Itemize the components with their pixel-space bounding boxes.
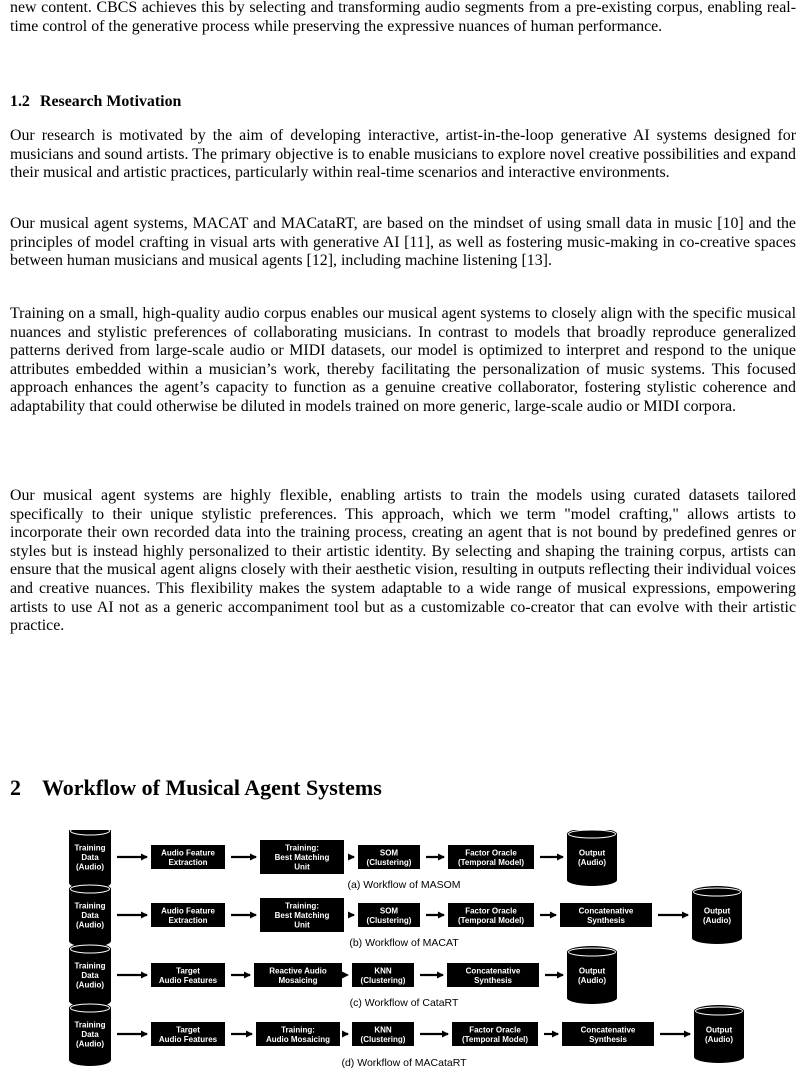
node-label: Concatenative	[580, 1025, 636, 1035]
node-label: Target	[176, 966, 200, 976]
node-label: KNN	[374, 966, 392, 976]
paragraph: Our musical agent systems are highly flexible, enabling artists to train the models using curated datasets tailored specifically to their unique stylistic preferences. This approach, which we term "model crafting," allows artists to incorporate their own recorded data into the training process, creating an agent that is not bound by predefined genres or styles but is instead highly personalized to their artistic identity. By selecting and shaping the training corpus, artists can ensure that the musical agent aligns closely with their aesthetic vision, resulting in outputs reflecting their individual voices and creative nuances. This flexibility makes the system adaptable to a wide range of musical expressions, empowering artists to use AI not as a generic accompaniment tool but as a customizable co-creator that can evolve with their artistic practice.	[10, 487, 796, 635]
node-label: Data	[81, 971, 99, 981]
node-label: Concatenative	[578, 906, 634, 916]
node-label: (Audio)	[578, 857, 606, 867]
workflow-row	[69, 1002, 744, 1069]
node-label: Data	[81, 911, 99, 921]
node-label: SOM	[379, 906, 399, 916]
node-label: Output	[578, 966, 606, 976]
node-label: Best Matching	[274, 853, 330, 863]
row-caption: (b) Workflow of MACAT	[349, 937, 459, 949]
intro-continuation: new content. CBCS achieves this by selecting and transforming audio segments from a pre-existing corpus, enabling real-time control of the generative process while preserving the expressive nuances of human performance.	[10, 0, 796, 35]
section-heading	[10, 775, 382, 801]
node-label: Factor Oracle	[465, 906, 517, 916]
subsection-number: 1.2	[10, 93, 30, 110]
subsection-title: Research Motivation	[40, 93, 182, 110]
node-label: KNN	[374, 1025, 392, 1035]
node-label: Training:	[281, 1025, 315, 1035]
section-title: Workflow of Musical Agent Systems	[42, 775, 382, 800]
paragraph: Our research is motivated by the aim of developing interactive, artist-in-the-loop generative AI systems designed for musicians and sound artists. The primary objective is to enable musicians to explore novel creative possibilities and expand their musical and artistic practices, particularly within real-time scenarios and interactive environments.	[10, 127, 796, 182]
node-label: Synthesis	[474, 975, 512, 985]
paragraph: Training on a small, high-quality audio corpus enables our musical agent systems to closely align with the specific musical nuances and stylistic preferences of collaborating musicians. In contrast to models that broadly reproduce generalized patterns derived from large-scale audio or MIDI datasets, our model is optimized to interpret and respond to the unique attributes embedded within a musician’s work, thereby facilitating the personalization of music systems. This focused approach enhances the agent’s capacity to function as a genuine creative collaborator, fostering stylistic coherence and adaptability that could otherwise be diluted in models trained on more generic, large-scale audio or MIDI corpora.	[10, 305, 796, 415]
workflow-row	[69, 943, 617, 1009]
node-label: Synthesis	[587, 915, 625, 925]
row-caption: (c) Workflow of CataRT	[349, 997, 459, 1009]
node-label: Mosaicing	[278, 975, 318, 985]
workflow-figure	[0, 830, 807, 1081]
node-label: (Clustering)	[366, 857, 412, 867]
node-label: Factor Oracle	[465, 848, 517, 858]
node-label: Training	[74, 901, 106, 911]
node-label: Training	[74, 961, 106, 971]
node-label: Audio Mosaicing	[266, 1034, 330, 1044]
node-label: Target	[176, 1025, 200, 1035]
node-label: Training	[74, 1020, 106, 1030]
row-caption: (a) Workflow of MASOM	[347, 879, 461, 891]
node-label: (Audio)	[76, 980, 104, 990]
node-label: (Audio)	[705, 1034, 733, 1044]
node-label: Reactive Audio	[269, 966, 327, 976]
paragraph: Our musical agent systems, MACAT and MACataRT, are based on the mindset of using small data in music [10] and the principles of model crafting in visual arts with generative AI [11], as well as fostering music-making in co-creative spaces between human musicians and musical agents [12], including machine listening [13].	[10, 215, 796, 270]
node-label: Output	[705, 1025, 733, 1035]
node-label: (Audio)	[578, 975, 606, 985]
node-label: (Audio)	[76, 1039, 104, 1049]
node-label: Unit	[294, 862, 310, 872]
node-label: Training:	[285, 843, 319, 853]
node-label: Training	[74, 843, 106, 853]
row-caption: (d) Workflow of MACataRT	[341, 1057, 467, 1069]
node-label: Audio Feature	[161, 906, 215, 916]
node-label: Audio Features	[158, 1034, 218, 1044]
node-label: (Audio)	[703, 915, 731, 925]
node-label: Audio Features	[158, 975, 218, 985]
node-label: Output	[703, 906, 731, 916]
workflow-row	[69, 883, 742, 949]
node-label: (Temporal Model)	[457, 857, 525, 867]
node-label: Audio Feature	[161, 848, 215, 858]
node-label: (Clustering)	[360, 975, 406, 985]
node-label: (Audio)	[76, 920, 104, 930]
subsection-heading	[10, 93, 181, 111]
node-label: SOM	[379, 848, 399, 858]
node-label: (Temporal Model)	[461, 1034, 529, 1044]
node-label: (Clustering)	[360, 1034, 406, 1044]
node-label: Concatenative	[465, 966, 521, 976]
node-label: Data	[81, 853, 99, 863]
node-label: Best Matching	[274, 911, 330, 921]
node-label: (Audio)	[76, 862, 104, 872]
section-number: 2	[10, 775, 21, 800]
node-label: Extraction	[168, 915, 208, 925]
node-label: Output	[578, 848, 606, 858]
workflow-row	[69, 830, 617, 891]
node-label: Training:	[285, 901, 319, 911]
node-label: (Clustering)	[366, 915, 412, 925]
node-label: Unit	[294, 920, 310, 930]
node-label: (Temporal Model)	[457, 915, 525, 925]
node-label: Extraction	[168, 857, 208, 867]
node-label: Synthesis	[589, 1034, 627, 1044]
node-label: Factor Oracle	[469, 1025, 521, 1035]
node-label: Data	[81, 1030, 99, 1040]
